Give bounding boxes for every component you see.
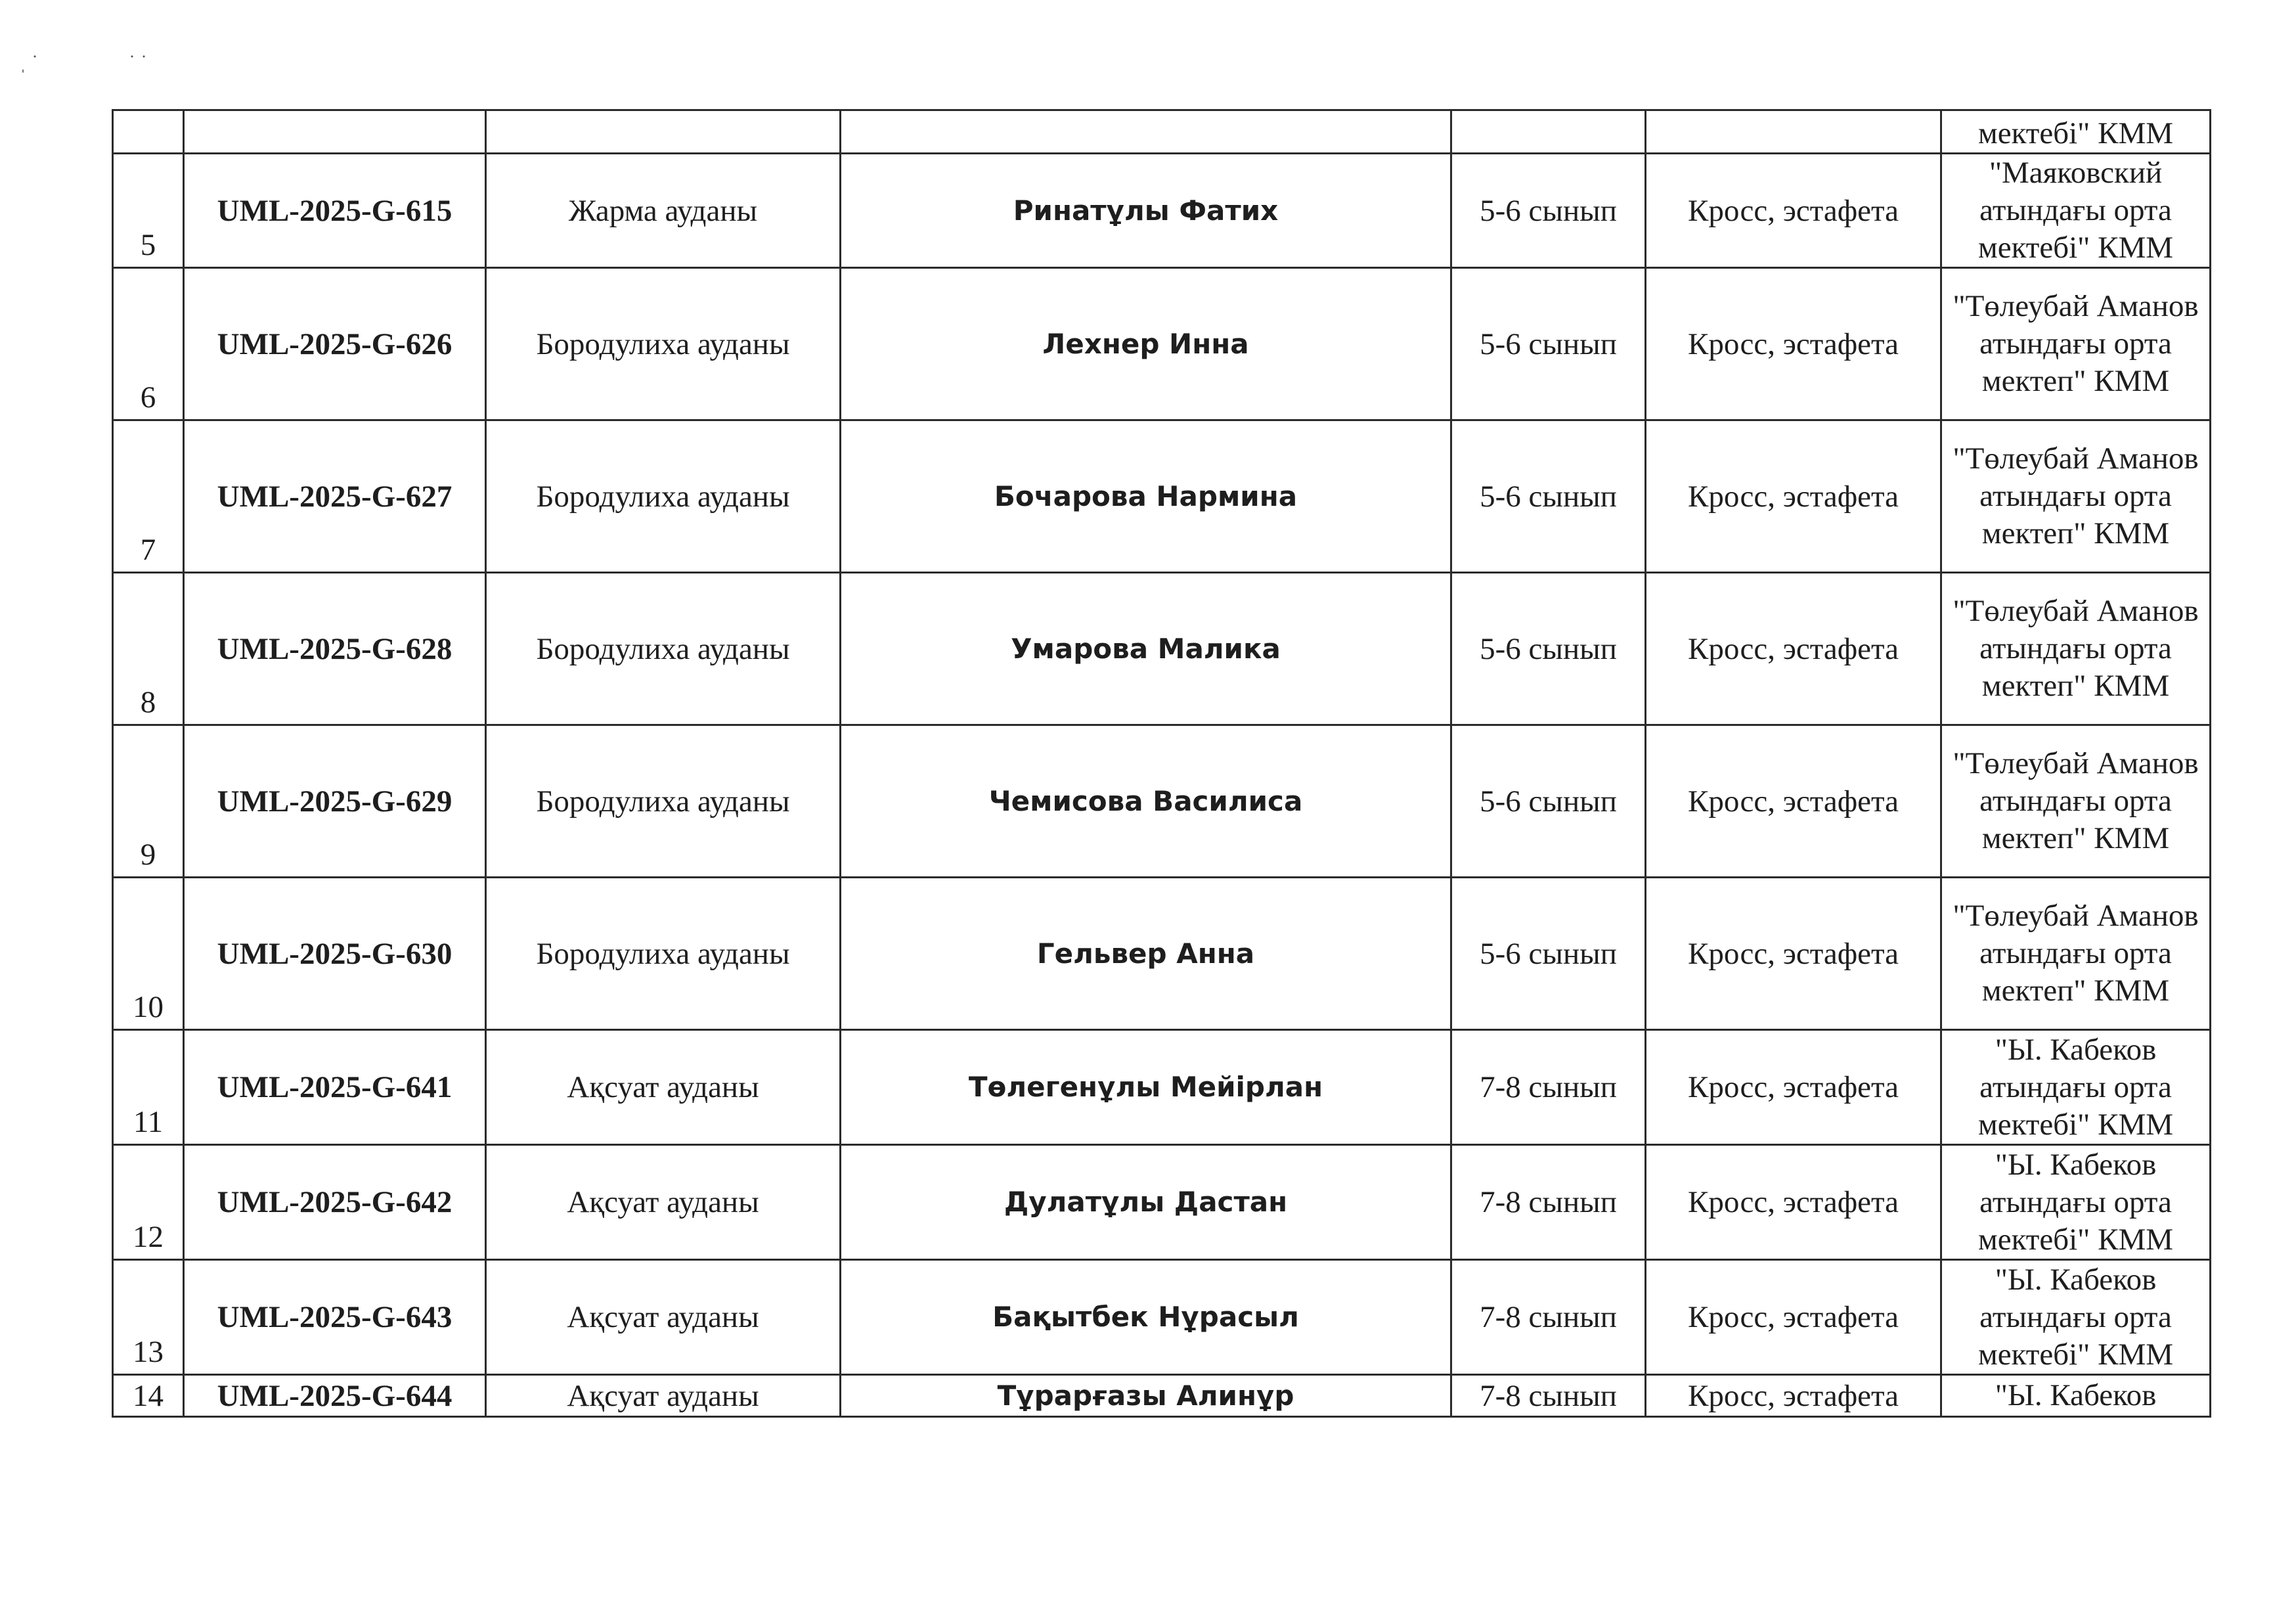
cell-num: 7 xyxy=(113,420,184,573)
cell-code: UML-2025-G-627 xyxy=(184,420,486,573)
cell-name: Төлегенұлы Мейірлан xyxy=(841,1030,1451,1145)
cell-name: Ринатұлы Фатих xyxy=(841,154,1451,268)
cell-grade: 7-8 сынып xyxy=(1451,1145,1646,1260)
table-row-continuation xyxy=(113,110,2211,154)
cell-event xyxy=(1646,110,1941,154)
cell-name: Гельвер Анна xyxy=(841,878,1451,1030)
cell-code: UML-2025-G-626 xyxy=(184,268,486,420)
cell-code: UML-2025-G-641 xyxy=(184,1030,486,1145)
cell-event: Кросс, эстафета xyxy=(1646,725,1941,878)
cell-name xyxy=(841,110,1451,154)
cell-num xyxy=(113,110,184,154)
cell-grade: 7-8 сынып xyxy=(1451,1030,1646,1145)
cell-school: "Ы. Кабеков атындағы орта мектебі" КММ xyxy=(1941,1030,2211,1145)
cell-grade: 7-8 сынып xyxy=(1451,1375,1646,1417)
cell-district: Бородулиха ауданы xyxy=(486,268,841,420)
scan-specks xyxy=(20,51,238,74)
cell-num: 6 xyxy=(113,268,184,420)
cell-num: 13 xyxy=(113,1260,184,1375)
cell-code: UML-2025-G-643 xyxy=(184,1260,486,1375)
cell-name: Лехнер Инна xyxy=(841,268,1451,420)
cell-district: Бородулиха ауданы xyxy=(486,878,841,1030)
table-row xyxy=(113,154,2211,268)
scan-speck-left: ˌ˙ xyxy=(20,51,43,73)
cell-grade xyxy=(1451,110,1646,154)
cell-event: Кросс, эстафета xyxy=(1646,1260,1941,1375)
cell-school: "Ы. Кабеков атындағы орта мектебі" КММ xyxy=(1941,1260,2211,1375)
cell-district: Ақсуат ауданы xyxy=(486,1030,841,1145)
cell-district: Бородулиха ауданы xyxy=(486,573,841,725)
cell-grade: 5-6 сынып xyxy=(1451,573,1646,725)
cell-name: Умарова Малика xyxy=(841,573,1451,725)
table-body xyxy=(113,110,2211,1417)
cell-event: Кросс, эстафета xyxy=(1646,878,1941,1030)
cell-code: UML-2025-G-630 xyxy=(184,878,486,1030)
cell-num: 10 xyxy=(113,878,184,1030)
table-row xyxy=(113,878,2211,1030)
scan-speck-right: ˙˙ xyxy=(128,51,152,73)
cell-num: 9 xyxy=(113,725,184,878)
table-row xyxy=(113,420,2211,573)
cell-school: "Төлеубай Аманов атындағы орта мектеп" КММ xyxy=(1941,878,2211,1030)
table-row xyxy=(113,573,2211,725)
cell-event: Кросс, эстафета xyxy=(1646,154,1941,268)
cell-name: Бочарова Нармина xyxy=(841,420,1451,573)
table-row xyxy=(113,1260,2211,1375)
cell-event: Кросс, эстафета xyxy=(1646,573,1941,725)
cell-district: Бородулиха ауданы xyxy=(486,420,841,573)
cell-name: Чемисова Василиса xyxy=(841,725,1451,878)
cell-school: "Ы. Кабеков атындағы орта мектебі" КММ xyxy=(1941,1145,2211,1260)
table-row xyxy=(113,268,2211,420)
cell-num: 14 xyxy=(113,1375,184,1417)
cell-name: Дулатұлы Дастан xyxy=(841,1145,1451,1260)
cell-event: Кросс, эстафета xyxy=(1646,1030,1941,1145)
cell-code: UML-2025-G-644 xyxy=(184,1375,486,1417)
cell-school: "Төлеубай Аманов атындағы орта мектеп" КММ xyxy=(1941,268,2211,420)
cell-code xyxy=(184,110,486,154)
table-row xyxy=(113,1145,2211,1260)
cell-district: Ақсуат ауданы xyxy=(486,1145,841,1260)
cell-school: "Төлеубай Аманов атындағы орта мектеп" КММ xyxy=(1941,573,2211,725)
cell-grade: 5-6 сынып xyxy=(1451,420,1646,573)
cell-num: 11 xyxy=(113,1030,184,1145)
cell-name: Бақытбек Нұрасыл xyxy=(841,1260,1451,1375)
cell-district xyxy=(486,110,841,154)
cell-school: мектебі" КММ xyxy=(1941,110,2211,154)
cell-grade: 7-8 сынып xyxy=(1451,1260,1646,1375)
cell-num: 12 xyxy=(113,1145,184,1260)
cell-num: 8 xyxy=(113,573,184,725)
table-row xyxy=(113,725,2211,878)
cell-school: "Төлеубай Аманов атындағы орта мектеп" КММ xyxy=(1941,725,2211,878)
cell-event: Кросс, эстафета xyxy=(1646,1145,1941,1260)
cell-code: UML-2025-G-615 xyxy=(184,154,486,268)
cell-code: UML-2025-G-628 xyxy=(184,573,486,725)
cell-district: Ақсуат ауданы xyxy=(486,1375,841,1417)
cell-event: Кросс, эстафета xyxy=(1646,1375,1941,1417)
cell-num: 5 xyxy=(113,154,184,268)
cell-grade: 5-6 сынып xyxy=(1451,725,1646,878)
table-row xyxy=(113,1030,2211,1145)
cell-district: Ақсуат ауданы xyxy=(486,1260,841,1375)
cell-district: Бородулиха ауданы xyxy=(486,725,841,878)
cell-grade: 5-6 сынып xyxy=(1451,154,1646,268)
cell-district: Жарма ауданы xyxy=(486,154,841,268)
cell-name: Тұрарғазы Алинұр xyxy=(841,1375,1451,1417)
cell-event: Кросс, эстафета xyxy=(1646,268,1941,420)
participants-table xyxy=(112,109,2211,1418)
cell-event: Кросс, эстафета xyxy=(1646,420,1941,573)
cell-grade: 5-6 сынып xyxy=(1451,268,1646,420)
cell-school: "Төлеубай Аманов атындағы орта мектеп" КММ xyxy=(1941,420,2211,573)
cell-grade: 5-6 сынып xyxy=(1451,878,1646,1030)
table-row xyxy=(113,1375,2211,1417)
cell-code: UML-2025-G-642 xyxy=(184,1145,486,1260)
cell-school: "Маяковский атындағы орта мектебі" КММ xyxy=(1941,154,2211,268)
cell-school: "Ы. Кабеков xyxy=(1941,1375,2211,1417)
cell-code: UML-2025-G-629 xyxy=(184,725,486,878)
